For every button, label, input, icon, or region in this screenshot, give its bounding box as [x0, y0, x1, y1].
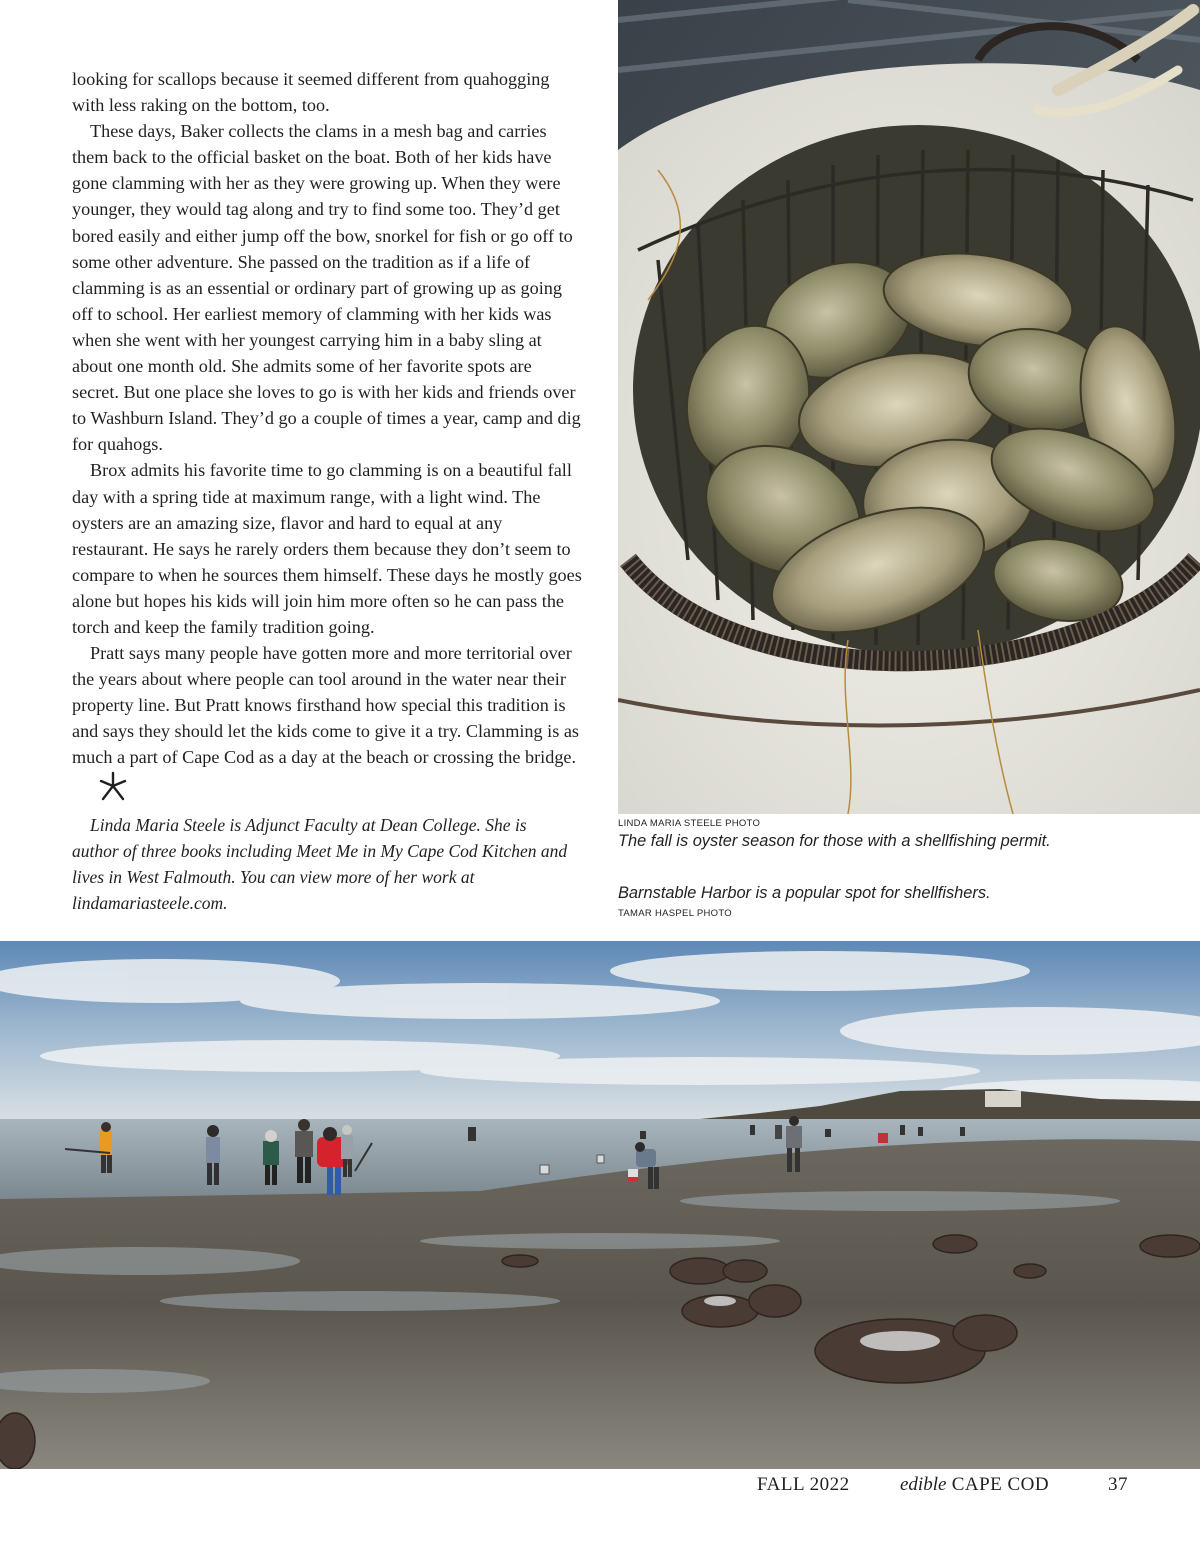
photo-credit-bottom: TAMAR HASPEL PHOTO	[618, 908, 732, 919]
folio-brand-name: CAPE COD	[951, 1474, 1050, 1495]
photo-caption-bottom: Barnstable Harbor is a popular spot for shellfishers.	[618, 884, 991, 902]
author-bio: Linda Maria Steele is Adjunct Faculty at Dean College. She is author of three books including Meet Me in My Cape Cod Kitchen and lives in West Falmouth. You can view more of her work at lindamariasteele.com.	[72, 815, 568, 913]
asterisk-star-icon	[80, 771, 110, 801]
article-paragraph: Brox admits his favorite time to go clamming is on a beautiful fall day with a spring tide at maximum range, with a light wind. The oysters are an amazing size, flavor and hard to equal at any restaurant. He says he rarely orders them because they don’t seem to compare to when he sources them himself. These days he mostly goes alone but hopes his kids will join him more often so he can pass the torch and keep the family tradition going.	[72, 460, 582, 637]
page-number: 37	[1108, 1474, 1128, 1495]
oyster-basket-photo	[618, 0, 1200, 814]
photo-caption-top: The fall is oyster season for those with a shellfishing permit.	[618, 832, 1051, 850]
folio-issue: FALL 2022	[757, 1474, 850, 1495]
article-body	[72, 66, 582, 801]
folio-brand	[900, 1474, 1049, 1498]
article-paragraph: looking for scallops because it seemed different from quahogging with less raking on the bottom, too.	[72, 69, 550, 116]
article-paragraph-last	[72, 640, 582, 800]
folio-brand-italic: edible	[900, 1474, 947, 1495]
article-paragraph-text: Pratt says many people have gotten more and more territorial over the years about where people can tool around in the water near their property line. But Pratt knows firsthand how special this tradition is and says they should let the kids come to give it a try. Clamming is as much a part of Cape Cod as a day at the beach or crossing the bridge.	[72, 643, 579, 768]
article-paragraph: These days, Baker collects the clams in a mesh bag and carries them back to the official basket on the boat. Both of her kids have gone clamming with her as they were growing up. When they were younger, they would tag along and try to find some too. They’d get bored easily and either jump off the bow, snorkel for fish or go off to some other adventure. She passed on the tradition as if a life of clamming is as an essential or ordinary part of growing up as going off to school. Her earliest memory of clamming with her kids was when she went with her youngest carrying him in a baby sling at about one month old. She admits some of her favorite spots are secret. But one place she loves to go is with her kids and friends over to Washburn Island. They’d go a couple of times a year, camp and dig for quahogs.	[72, 121, 581, 455]
harbor-shellfishers-photo	[0, 941, 1200, 1469]
photo-credit-top: LINDA MARIA STEELE PHOTO	[618, 818, 761, 829]
